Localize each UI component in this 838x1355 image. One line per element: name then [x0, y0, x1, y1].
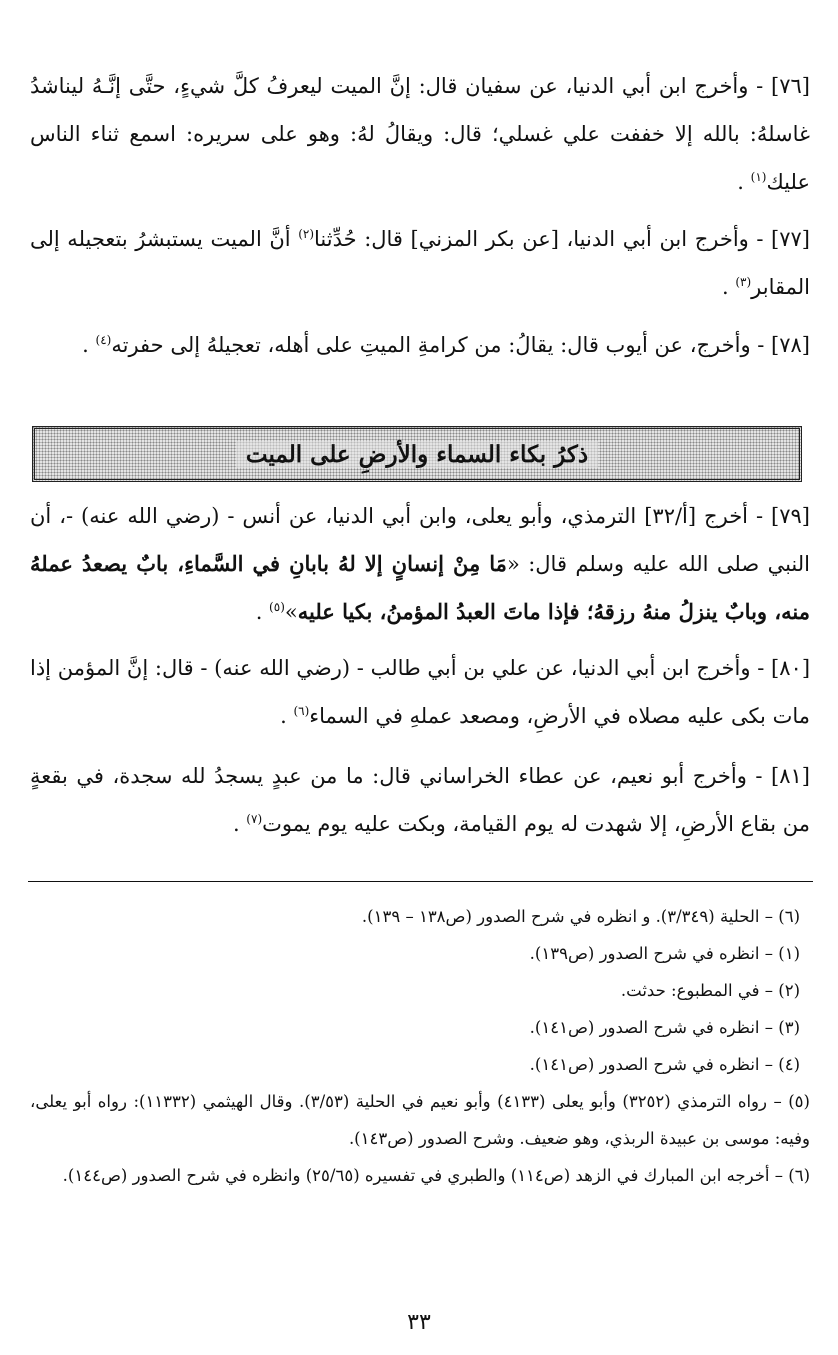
paragraph-end: .	[280, 704, 294, 728]
paragraph-end: .	[721, 275, 736, 299]
paragraph-80	[30, 644, 810, 740]
footnote-item: (٥) – رواه الترمذي (٣٢٥٢) وأبو يعلى (٤١٣٣) وأبو نعيم في الحلية (٣/٥٣). وقال الهيثمي (١١٣٣٢): رواه أبو يعلى، وفيه: موسى بن عبيدة الربذي، وهو ضعيف. وشرح الصدور (ص١٤٣).	[30, 1092, 810, 1148]
page-number: ٣٣	[407, 1310, 431, 1335]
footnote-divider	[28, 881, 813, 882]
footnote-ref[interactable]: (٧)	[246, 812, 263, 826]
footnote-ref[interactable]: (١)	[750, 170, 767, 184]
footnote-item: (٦) – أخرجه ابن المبارك في الزهد (ص١١٤) والطبري في تفسيره (٢٥/٦٥) وانظره في شرح الصدور (ص١٤٤).	[62, 1166, 810, 1185]
footnote-ref[interactable]: (٢)	[298, 227, 315, 241]
footnote-item: (٢) – في المطبوع: حدثت.	[620, 981, 800, 1000]
quote-close: »	[284, 600, 298, 624]
paragraph-text: [٧٧] - وأخرج ابن أبي الدنيا، [عن بكر المزني] قال: حُدِّثنا	[314, 227, 810, 251]
hadith-quote: مَا مِنْ إنسانٍ إلا لهُ بابانِ في السَّماءِ، بابٌ يصعدُ عملهُ منه، وبابٌ ينزلُ منهُ رزقهُ؛ فإذا ماتَ العبدُ المؤمنُ، بكيا عليه	[30, 551, 810, 624]
paragraph-79	[30, 492, 810, 636]
section-heading-box	[32, 426, 802, 482]
paragraph-77	[30, 215, 810, 311]
paragraph-text-continued: أنَّ الميت يستبشرُ بتعجيله إلى المقابر	[30, 227, 810, 299]
paragraph-text: [٧٩] - أخرج [أ/٣٢] الترمذي، وأبو يعلى، وابن أبي الدنيا، عن أنس - (رضي الله عنه) -، أن النبي صلى الله عليه وسلم قال: «	[30, 504, 811, 576]
footnote-item: (١) – انظره في شرح الصدور (ص١٣٩).	[529, 944, 800, 963]
paragraph-81	[30, 752, 810, 848]
footnote-item: (٤) – انظره في شرح الصدور (ص١٤١).	[529, 1055, 800, 1074]
footnote-ref[interactable]: (٥)	[269, 600, 285, 614]
paragraph-78	[30, 321, 810, 369]
paragraph-end: .	[82, 333, 96, 357]
paragraph-end: .	[255, 600, 270, 624]
paragraph-text: [٨١] - وأخرج أبو نعيم، عن عطاء الخراساني قال: ما من عبدٍ يسجدُ لله سجدة، في بقعةٍ من بقاع الأرضِ، إلا شهدت له يوم القيامة، وبكت عليه يوم يموت	[30, 764, 810, 836]
footnote-ref[interactable]: (٦)	[293, 704, 310, 718]
footnote-ref[interactable]: (٤)	[95, 333, 112, 347]
footnote-item: (٣) – انظره في شرح الصدور (ص١٤١).	[529, 1018, 800, 1037]
paragraph-text: [٨٠] - وأخرج ابن أبي الدنيا، عن علي بن أبي طالب - (رضي الله عنه) - قال: إنَّ المؤمن إذا مات بكى عليه مصلاه في الأرضِ، ومصعد عملهِ في السماء	[30, 656, 811, 728]
paragraph-text: [٧٦] - وأخرج ابن أبي الدنيا، عن سفيان قال: إنَّ الميت ليعرفُ كلَّ شيءٍ، حتَّى إنَّـهُ ليناشدُ غاسلهُ: بالله إلا خففت علي غسلي؛ قال: ويقالُ لهُ: وهو على سريره: اسمع ثناء الناس عليك	[30, 74, 811, 194]
footnotes-list	[30, 898, 810, 1194]
paragraph-end: .	[232, 812, 247, 836]
paragraph-text: [٧٨] - وأخرج، عن أيوب قال: يقالُ: من كرامةِ الميتِ على أهله، تعجيلهُ إلى حفرته	[111, 333, 810, 357]
paragraph-end: .	[737, 170, 751, 194]
paragraph-76	[30, 62, 810, 206]
footnote-item: (٦) – الحلية (٣/٣٤٩). و انظره في شرح الصدور (ص١٣٨ – ١٣٩).	[361, 907, 800, 926]
section-title: ذكرُ بكاء السماء والأرضِ على الميت	[236, 441, 598, 468]
footnote-ref[interactable]: (٣)	[735, 275, 752, 289]
